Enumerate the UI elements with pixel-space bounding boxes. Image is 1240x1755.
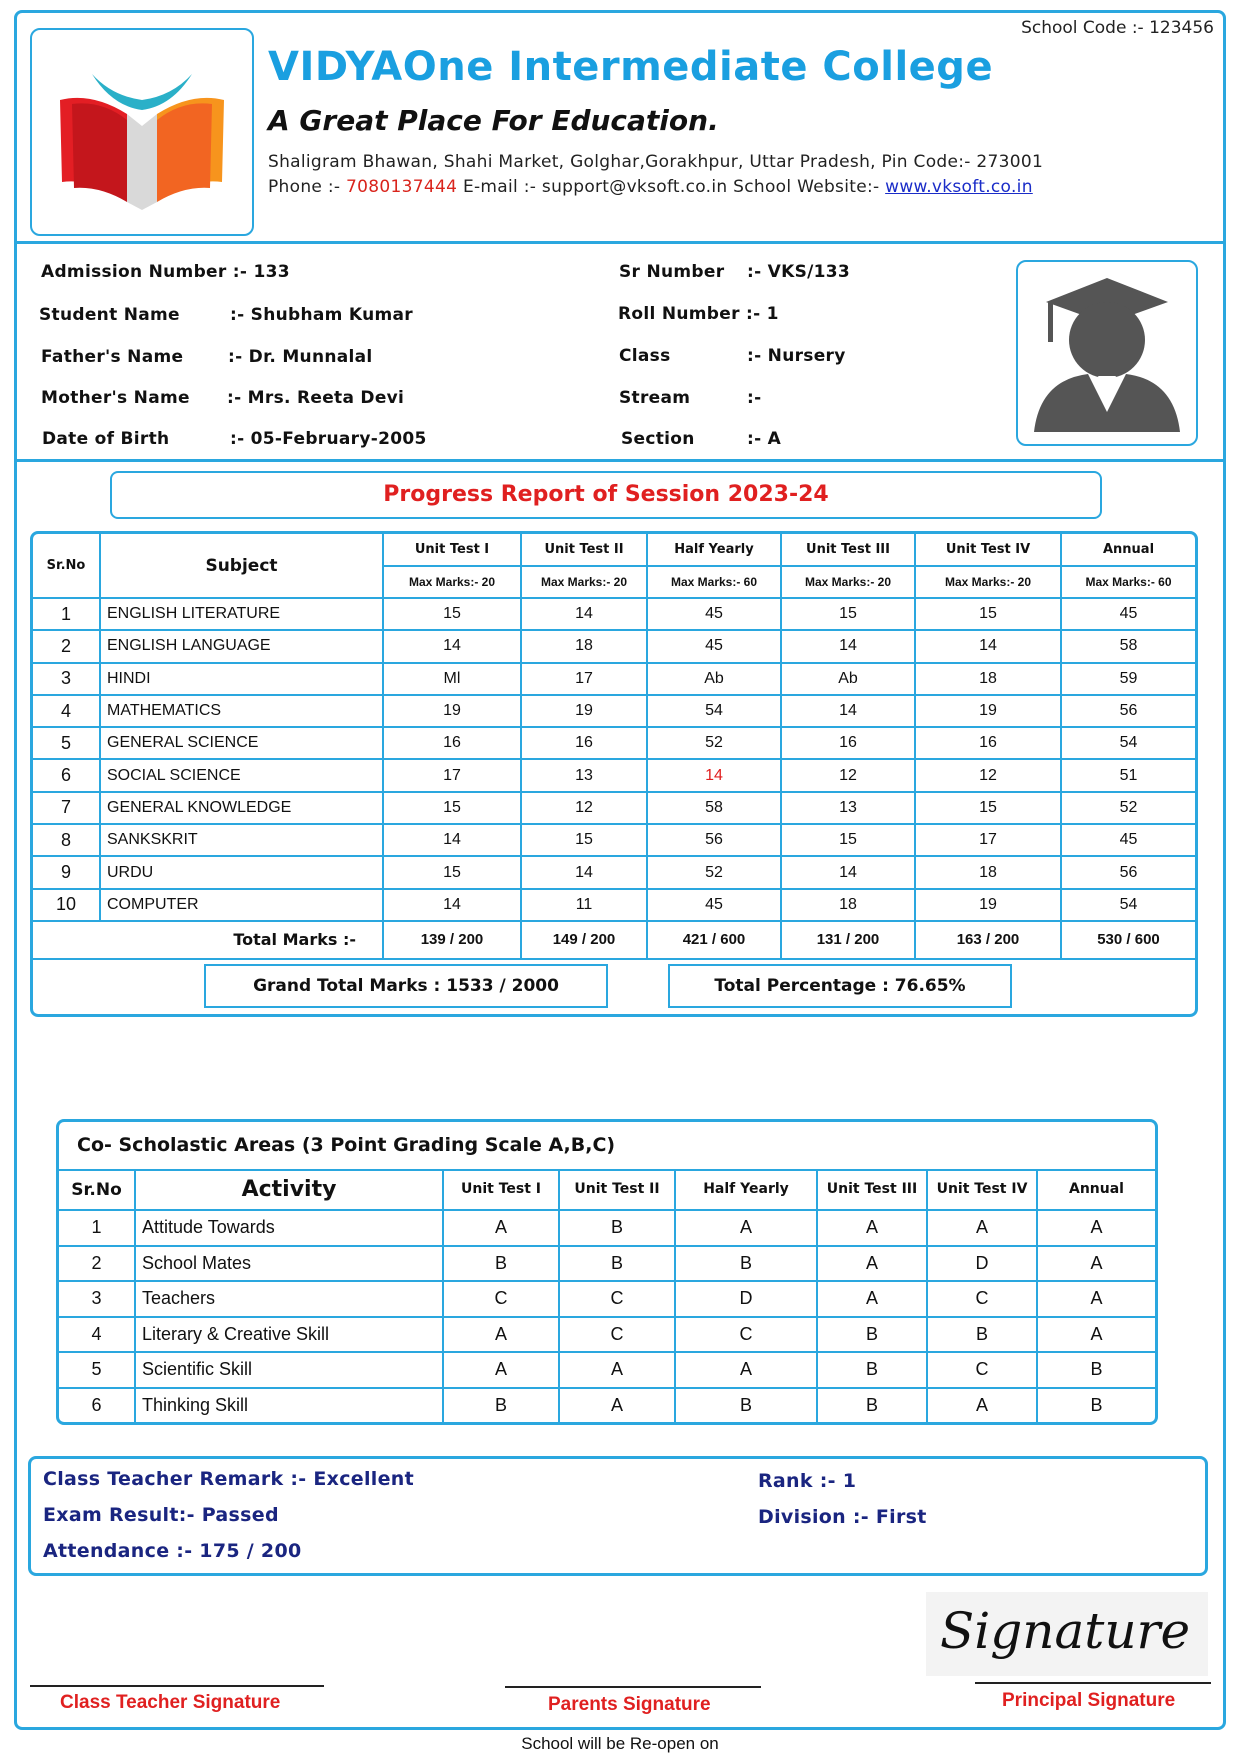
mark-cell: 18 bbox=[521, 630, 647, 662]
mark-cell: 14 bbox=[383, 630, 521, 662]
dob-value: :- 05-February-2005 bbox=[230, 429, 427, 449]
mark-cell: 52 bbox=[1061, 792, 1195, 824]
mark-cell: 52 bbox=[647, 727, 781, 759]
father-name-value: :- Dr. Munnalal bbox=[228, 347, 373, 367]
school-reopen-note: School will be Re-open on bbox=[521, 1734, 719, 1753]
mark-cell: 19 bbox=[915, 889, 1061, 921]
row-subject: COMPUTER bbox=[100, 889, 383, 921]
mark-cell: 52 bbox=[647, 856, 781, 888]
table-row bbox=[33, 727, 1195, 759]
row-activity: Literary & Creative Skill bbox=[135, 1317, 443, 1353]
roll-number bbox=[618, 304, 779, 324]
grade-cell: B bbox=[559, 1246, 675, 1282]
grade-cell: B bbox=[817, 1388, 927, 1424]
mark-cell: Ml bbox=[383, 663, 521, 695]
mark-cell: 45 bbox=[1061, 824, 1195, 856]
mark-cell: 15 bbox=[383, 792, 521, 824]
mark-cell: 18 bbox=[781, 889, 915, 921]
row-srno: 8 bbox=[33, 824, 100, 856]
max-marks: Max Marks:- 20 bbox=[383, 566, 521, 598]
grade-cell: A bbox=[443, 1352, 559, 1388]
table-row bbox=[33, 889, 1195, 921]
col-subject: Subject bbox=[100, 534, 383, 598]
col-exam: Annual bbox=[1037, 1170, 1155, 1210]
mark-cell: 18 bbox=[915, 856, 1061, 888]
table-row bbox=[33, 695, 1195, 727]
info-divider bbox=[14, 459, 1226, 462]
col-exam: Unit Test I bbox=[443, 1170, 559, 1210]
grade-cell: A bbox=[1037, 1210, 1155, 1246]
grade-cell: A bbox=[443, 1210, 559, 1246]
grade-cell: A bbox=[927, 1210, 1037, 1246]
mark-cell: 56 bbox=[647, 824, 781, 856]
col-exam: Annual bbox=[1061, 534, 1195, 566]
mark-cell: 16 bbox=[781, 727, 915, 759]
row-srno: 4 bbox=[59, 1317, 135, 1353]
co-scholastic-table bbox=[59, 1169, 1155, 1423]
mark-cell: 54 bbox=[647, 695, 781, 727]
row-activity: School Mates bbox=[135, 1246, 443, 1282]
total-percentage: Total Percentage : 76.65% bbox=[668, 964, 1012, 1008]
parents-signature-line bbox=[505, 1686, 761, 1688]
mark-cell: 16 bbox=[915, 727, 1061, 759]
grade-cell: B bbox=[1037, 1352, 1155, 1388]
max-marks: Max Marks:- 20 bbox=[521, 566, 647, 598]
mother-name-value: :- Mrs. Reeta Devi bbox=[227, 388, 405, 408]
mark-cell: 13 bbox=[521, 759, 647, 791]
table-row bbox=[59, 1352, 1155, 1388]
row-srno: 2 bbox=[59, 1246, 135, 1282]
row-srno: 7 bbox=[33, 792, 100, 824]
grade-cell: B bbox=[559, 1210, 675, 1246]
row-srno: 4 bbox=[33, 695, 100, 727]
row-srno: 3 bbox=[59, 1281, 135, 1317]
grade-cell: A bbox=[927, 1388, 1037, 1424]
max-marks: Max Marks:- 60 bbox=[647, 566, 781, 598]
email-label: E-mail :- support@vksoft.co.in School Website:- bbox=[462, 177, 880, 197]
mark-cell: 56 bbox=[1061, 695, 1195, 727]
col-exam: Unit Test I bbox=[383, 534, 521, 566]
mark-cell: 54 bbox=[1061, 727, 1195, 759]
row-subject: MATHEMATICS bbox=[100, 695, 383, 727]
mark-cell: 19 bbox=[383, 695, 521, 727]
mark-cell: 13 bbox=[781, 792, 915, 824]
grade-cell: B bbox=[1037, 1388, 1155, 1424]
rank: Rank :- 1 bbox=[758, 1470, 857, 1492]
table-row bbox=[59, 1246, 1155, 1282]
table-row bbox=[33, 630, 1195, 662]
mark-cell: 45 bbox=[647, 598, 781, 630]
mark-cell: 11 bbox=[521, 889, 647, 921]
col-exam: Half Yearly bbox=[675, 1170, 817, 1210]
mark-cell-failing: 14 bbox=[647, 759, 781, 791]
col-exam: Unit Test IV bbox=[927, 1170, 1037, 1210]
grade-cell: A bbox=[1037, 1317, 1155, 1353]
open-book-logo-icon bbox=[32, 30, 252, 234]
col-exam: Unit Test IV bbox=[915, 534, 1061, 566]
row-srno: 1 bbox=[33, 598, 100, 630]
row-srno: 5 bbox=[59, 1352, 135, 1388]
total-cell: 421 / 600 bbox=[647, 921, 781, 959]
table-row bbox=[33, 856, 1195, 888]
sr-number-label: Sr Number bbox=[619, 262, 725, 282]
row-activity: Thinking Skill bbox=[135, 1388, 443, 1424]
grade-cell: A bbox=[559, 1352, 675, 1388]
mark-cell: 15 bbox=[521, 824, 647, 856]
mark-cell: 17 bbox=[383, 759, 521, 791]
grade-cell: B bbox=[817, 1317, 927, 1353]
student-photo bbox=[1016, 260, 1198, 446]
mark-cell: 14 bbox=[521, 598, 647, 630]
mark-cell: 58 bbox=[647, 792, 781, 824]
grade-cell: A bbox=[817, 1281, 927, 1317]
principal-signature-image bbox=[926, 1592, 1208, 1676]
mark-cell: 51 bbox=[1061, 759, 1195, 791]
grade-cell: A bbox=[675, 1352, 817, 1388]
grade-cell: A bbox=[1037, 1246, 1155, 1282]
grade-cell: D bbox=[927, 1246, 1037, 1282]
mark-cell: 45 bbox=[647, 630, 781, 662]
table-row bbox=[33, 759, 1195, 791]
mark-cell: 56 bbox=[1061, 856, 1195, 888]
mark-cell: 14 bbox=[781, 630, 915, 662]
table-row bbox=[33, 792, 1195, 824]
table-row bbox=[33, 663, 1195, 695]
total-cell: 163 / 200 bbox=[915, 921, 1061, 959]
graduate-avatar-icon bbox=[1018, 262, 1196, 444]
stream-label: Stream bbox=[619, 388, 691, 408]
row-subject: ENGLISH LANGUAGE bbox=[100, 630, 383, 662]
mark-cell: 12 bbox=[781, 759, 915, 791]
row-srno: 5 bbox=[33, 727, 100, 759]
admission-number bbox=[41, 262, 290, 282]
mark-cell: 15 bbox=[781, 598, 915, 630]
mark-cell: Ab bbox=[781, 663, 915, 695]
marks-table-container bbox=[30, 531, 1198, 1017]
max-marks: Max Marks:- 60 bbox=[1061, 566, 1195, 598]
row-subject: SOCIAL SCIENCE bbox=[100, 759, 383, 791]
marks-table bbox=[33, 534, 1195, 960]
admission-value: 133 bbox=[253, 262, 290, 282]
father-name-label: Father's Name bbox=[41, 347, 184, 367]
section-value: :- A bbox=[747, 429, 782, 449]
roll-label: Roll Number :- bbox=[618, 304, 761, 324]
mark-cell: 16 bbox=[521, 727, 647, 759]
col-exam: Unit Test III bbox=[817, 1170, 927, 1210]
mark-cell: 14 bbox=[781, 856, 915, 888]
signature-icon bbox=[926, 1592, 1208, 1676]
total-cell: 149 / 200 bbox=[521, 921, 647, 959]
grade-cell: B bbox=[675, 1246, 817, 1282]
co-scholastic-title: Co- Scholastic Areas (3 Point Grading Scale A,B,C) bbox=[77, 1134, 616, 1156]
grade-cell: B bbox=[817, 1352, 927, 1388]
mark-cell: 15 bbox=[781, 824, 915, 856]
grade-cell: A bbox=[817, 1210, 927, 1246]
total-cell: 139 / 200 bbox=[383, 921, 521, 959]
row-subject: GENERAL SCIENCE bbox=[100, 727, 383, 759]
row-srno: 6 bbox=[33, 759, 100, 791]
class-teacher-signature-line bbox=[30, 1685, 324, 1687]
row-subject: ENGLISH LITERATURE bbox=[100, 598, 383, 630]
sr-number-value: :- VKS/133 bbox=[747, 262, 851, 282]
division: Division :- First bbox=[758, 1506, 927, 1528]
mark-cell: 15 bbox=[915, 792, 1061, 824]
mark-cell: 15 bbox=[915, 598, 1061, 630]
col-exam: Unit Test III bbox=[781, 534, 915, 566]
col-activity: Activity bbox=[135, 1170, 443, 1210]
grade-cell: A bbox=[817, 1246, 927, 1282]
row-subject: GENERAL KNOWLEDGE bbox=[100, 792, 383, 824]
grade-cell: C bbox=[927, 1352, 1037, 1388]
exam-result: Exam Result:- Passed bbox=[43, 1504, 279, 1526]
class-label: Class bbox=[619, 346, 671, 366]
co-scholastic-container bbox=[56, 1119, 1158, 1425]
roll-value: 1 bbox=[766, 304, 779, 324]
mark-cell: 16 bbox=[383, 727, 521, 759]
table-row bbox=[59, 1317, 1155, 1353]
grade-cell: A bbox=[559, 1388, 675, 1424]
col-srno: Sr.No bbox=[59, 1170, 135, 1210]
mark-cell: 12 bbox=[521, 792, 647, 824]
col-exam: Unit Test II bbox=[559, 1170, 675, 1210]
table-row bbox=[59, 1281, 1155, 1317]
table-row bbox=[33, 598, 1195, 630]
mark-cell: 19 bbox=[521, 695, 647, 727]
mark-cell: Ab bbox=[647, 663, 781, 695]
mark-cell: 17 bbox=[521, 663, 647, 695]
mark-cell: 18 bbox=[915, 663, 1061, 695]
mark-cell: 15 bbox=[383, 856, 521, 888]
mark-cell: 45 bbox=[647, 889, 781, 921]
class-teacher-remark: Class Teacher Remark :- Excellent bbox=[43, 1468, 414, 1490]
mark-cell: 45 bbox=[1061, 598, 1195, 630]
parents-signature-label: Parents Signature bbox=[548, 1694, 711, 1715]
principal-signature-line bbox=[975, 1682, 1211, 1684]
stream-value: :- bbox=[747, 388, 762, 408]
totals-row bbox=[33, 921, 1195, 959]
mark-cell: 14 bbox=[383, 889, 521, 921]
mark-cell: 58 bbox=[1061, 630, 1195, 662]
admission-label: Admission Number :- bbox=[41, 262, 248, 282]
total-cell: 530 / 600 bbox=[1061, 921, 1195, 959]
table-row bbox=[59, 1210, 1155, 1246]
mark-cell: 19 bbox=[915, 695, 1061, 727]
dob-label: Date of Birth bbox=[42, 429, 170, 449]
grade-cell: C bbox=[559, 1281, 675, 1317]
grade-cell: C bbox=[443, 1281, 559, 1317]
school-tagline: A Great Place For Education. bbox=[268, 104, 719, 137]
school-contact bbox=[268, 177, 1033, 197]
col-srno: Sr.No bbox=[33, 534, 100, 598]
grade-cell: C bbox=[927, 1281, 1037, 1317]
mark-cell: 14 bbox=[781, 695, 915, 727]
total-marks-label: Total Marks :- bbox=[33, 921, 383, 959]
grade-cell: A bbox=[675, 1210, 817, 1246]
class-value: :- Nursery bbox=[747, 346, 846, 366]
row-activity: Teachers bbox=[135, 1281, 443, 1317]
header-divider bbox=[14, 241, 1226, 244]
grade-cell: C bbox=[675, 1317, 817, 1353]
grade-cell: C bbox=[559, 1317, 675, 1353]
row-subject: HINDI bbox=[100, 663, 383, 695]
row-srno: 1 bbox=[59, 1210, 135, 1246]
mark-cell: 17 bbox=[915, 824, 1061, 856]
row-subject: SANKSKRIT bbox=[100, 824, 383, 856]
mother-name-label: Mother's Name bbox=[41, 388, 190, 408]
class-teacher-signature-label: Class Teacher Signature bbox=[60, 1692, 281, 1713]
principal-signature-label: Principal Signature bbox=[1002, 1690, 1176, 1711]
website-link[interactable]: www.vksoft.co.in bbox=[885, 177, 1033, 197]
max-marks: Max Marks:- 20 bbox=[915, 566, 1061, 598]
student-name-label: Student Name bbox=[39, 305, 180, 325]
mark-cell: 54 bbox=[1061, 889, 1195, 921]
phone-number: 7080137444 bbox=[346, 177, 458, 197]
grade-cell: B bbox=[675, 1388, 817, 1424]
report-title: Progress Report of Session 2023-24 bbox=[110, 471, 1102, 519]
mark-cell: 59 bbox=[1061, 663, 1195, 695]
mark-cell: 14 bbox=[383, 824, 521, 856]
mark-cell: 14 bbox=[521, 856, 647, 888]
grade-cell: A bbox=[1037, 1281, 1155, 1317]
mark-cell: 14 bbox=[915, 630, 1061, 662]
school-address: Shaligram Bhawan, Shahi Market, Golghar,Gorakhpur, Uttar Pradesh, Pin Code:- 273001 bbox=[268, 152, 1044, 172]
table-row bbox=[33, 824, 1195, 856]
table-row bbox=[59, 1388, 1155, 1424]
student-name-value: :- Shubham Kumar bbox=[230, 305, 413, 325]
row-subject: URDU bbox=[100, 856, 383, 888]
row-srno: 6 bbox=[59, 1388, 135, 1424]
row-srno: 10 bbox=[33, 889, 100, 921]
grade-cell: D bbox=[675, 1281, 817, 1317]
mark-cell: 15 bbox=[383, 598, 521, 630]
row-activity: Scientific Skill bbox=[135, 1352, 443, 1388]
col-exam: Unit Test II bbox=[521, 534, 647, 566]
row-srno: 9 bbox=[33, 856, 100, 888]
signature-text: Signature bbox=[940, 1602, 1191, 1660]
grade-cell: A bbox=[443, 1317, 559, 1353]
attendance: Attendance :- 175 / 200 bbox=[43, 1540, 302, 1562]
mark-cell: 12 bbox=[915, 759, 1061, 791]
phone-label: Phone :- bbox=[268, 177, 341, 197]
school-name: VIDYAOne Intermediate College bbox=[268, 44, 994, 90]
grade-cell: B bbox=[443, 1246, 559, 1282]
school-logo bbox=[30, 28, 254, 236]
school-code: School Code :- 123456 bbox=[1021, 18, 1214, 38]
grade-cell: B bbox=[927, 1317, 1037, 1353]
row-srno: 2 bbox=[33, 630, 100, 662]
row-srno: 3 bbox=[33, 663, 100, 695]
total-cell: 131 / 200 bbox=[781, 921, 915, 959]
col-exam: Half Yearly bbox=[647, 534, 781, 566]
section-label: Section bbox=[621, 429, 695, 449]
row-activity: Attitude Towards bbox=[135, 1210, 443, 1246]
grand-total-marks: Grand Total Marks : 1533 / 2000 bbox=[204, 964, 608, 1008]
grade-cell: B bbox=[443, 1388, 559, 1424]
max-marks: Max Marks:- 20 bbox=[781, 566, 915, 598]
